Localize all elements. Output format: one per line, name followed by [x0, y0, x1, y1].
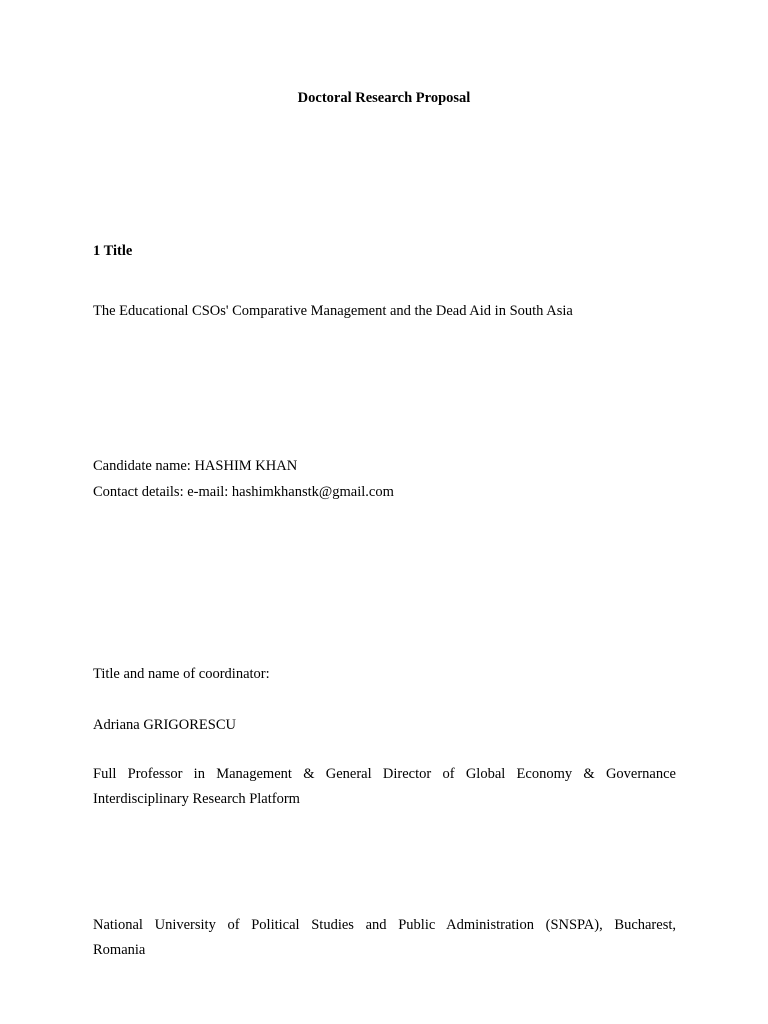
institution-line-2: Romania	[93, 942, 146, 958]
coordinator-role-line-2: Interdisciplinary Research Platform	[93, 791, 300, 807]
section-title: 1 Title	[93, 243, 133, 259]
coordinator-label: Title and name of coordinator:	[93, 666, 270, 682]
document-heading: Doctoral Research Proposal	[297, 90, 471, 106]
candidate-name: Candidate name: HASHIM KHAN	[93, 458, 298, 474]
contact-details: Contact details: e-mail: hashimkhanstk@gmail.com	[93, 484, 394, 500]
coordinator-role-line-1: Full Professor in Management & General Director of Global Economy & Governance	[93, 766, 676, 782]
institution	[93, 913, 676, 963]
coordinator-name: Adriana GRIGORESCU	[93, 717, 236, 733]
institution-line-1: National University of Political Studies and Public Administration (SNSPA), Bucharest,	[93, 917, 676, 933]
coordinator-role	[93, 762, 676, 812]
thesis-title: The Educational CSOs' Comparative Management and the Dead Aid in South Asia	[93, 303, 573, 319]
